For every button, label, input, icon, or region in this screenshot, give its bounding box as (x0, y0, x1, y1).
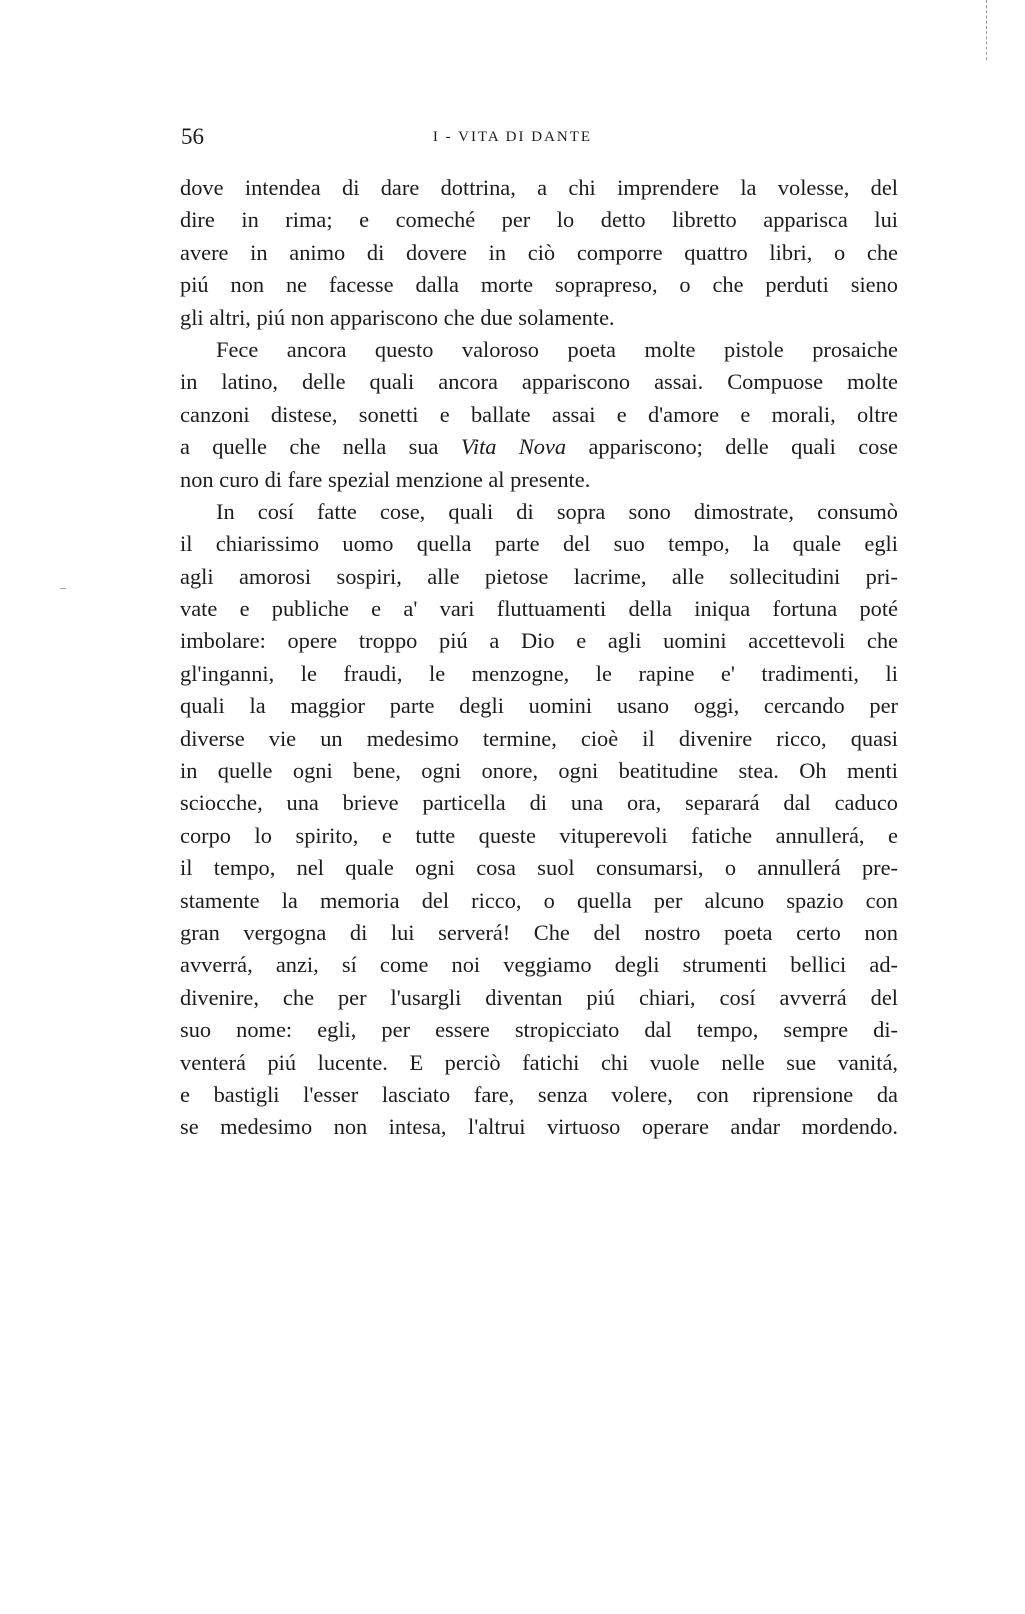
text-line: venterá piú lucente. E perciò fatichi chi vuole nelle sue vanitá, (180, 1049, 898, 1075)
text-line: Fece ancora questo valoroso poeta molte pistole prosaiche (216, 336, 898, 362)
text-line: stamente la memoria del ricco, o quella per alcuno spazio con (180, 887, 898, 913)
text-line: gli altri, piú non appariscono che due solamente. (180, 304, 615, 330)
text-line: diverse vie un medesimo termine, cioè il divenire ricco, quasi (180, 725, 898, 751)
text-line: vate e publiche e a' vari fluttuamenti della iniqua fortuna poté (180, 596, 898, 622)
text-line: in latino, delle quali ancora appariscono assai. Compuose molte (180, 369, 898, 395)
body-text (180, 172, 898, 1144)
text-line: imbolare: opere troppo piú a Dio e agli uomini accettevoli che (180, 628, 898, 654)
margin-mark (60, 588, 66, 589)
text-line: gran vergogna di lui serverá! Che del nostro poeta certo non (180, 919, 898, 945)
text-line: In cosí fatte cose, quali di sopra sono dimostrate, consumò (216, 498, 898, 524)
text-line: gl'inganni, le fraudi, le menzogne, le rapine e' tradimenti, li (180, 660, 898, 686)
text-line: in quelle ogni bene, ogni onore, ogni beatitudine stea. Oh menti (180, 758, 898, 784)
text-line: e bastigli l'esser lasciato fare, senza volere, con riprensione da (180, 1081, 898, 1107)
text-line: piú non ne facesse dalla morte soprapreso, o che perduti sieno (180, 272, 898, 298)
text-line: quali la maggior parte degli uomini usano oggi, cercando per (180, 693, 898, 719)
text-line: non curo di fare spezial menzione al presente. (180, 466, 591, 492)
running-head: I - VITA DI DANTE (432, 129, 593, 145)
text-line: dire in rima; e comeché per lo detto libretto apparisca lui (180, 207, 898, 233)
page-number: 56 (181, 124, 204, 149)
text-line: avere in animo di dovere in ciò comporre quattro libri, o che (180, 239, 898, 265)
text-line: suo nome: egli, per essere stropicciato dal tempo, sempre di- (180, 1017, 898, 1043)
text-line: a quelle che nella sua Vita Nova appariscono; delle quali cose (180, 434, 898, 460)
text-line: corpo lo spirito, e tutte queste vituperevoli fatiche annullerá, e (180, 822, 898, 848)
text-line: il chiarissimo uomo quella parte del suo tempo, la quale egli (180, 531, 898, 557)
scan-edge-mark (986, 0, 989, 60)
text-line: sciocche, una brieve particella di una ora, separará dal caduco (180, 790, 898, 816)
text-line: agli amorosi sospiri, alle pietose lacrime, alle sollecitudini pri- (180, 563, 898, 589)
text-line: il tempo, nel quale ogni cosa suol consumarsi, o annullerá pre- (180, 855, 898, 881)
text-line: dove intendea di dare dottrina, a chi imprendere la volesse, del (180, 175, 898, 200)
text-line: divenire, che per l'usargli diventan piú chiari, cosí avverrá del (180, 984, 898, 1010)
text-line: canzoni distese, sonetti e ballate assai e d'amore e morali, oltre (180, 401, 898, 427)
text-line: se medesimo non intesa, l'altrui virtuoso operare andar mordendo. (180, 1114, 898, 1140)
text-line: avverrá, anzi, sí come noi veggiamo degli strumenti bellici ad- (180, 952, 898, 978)
